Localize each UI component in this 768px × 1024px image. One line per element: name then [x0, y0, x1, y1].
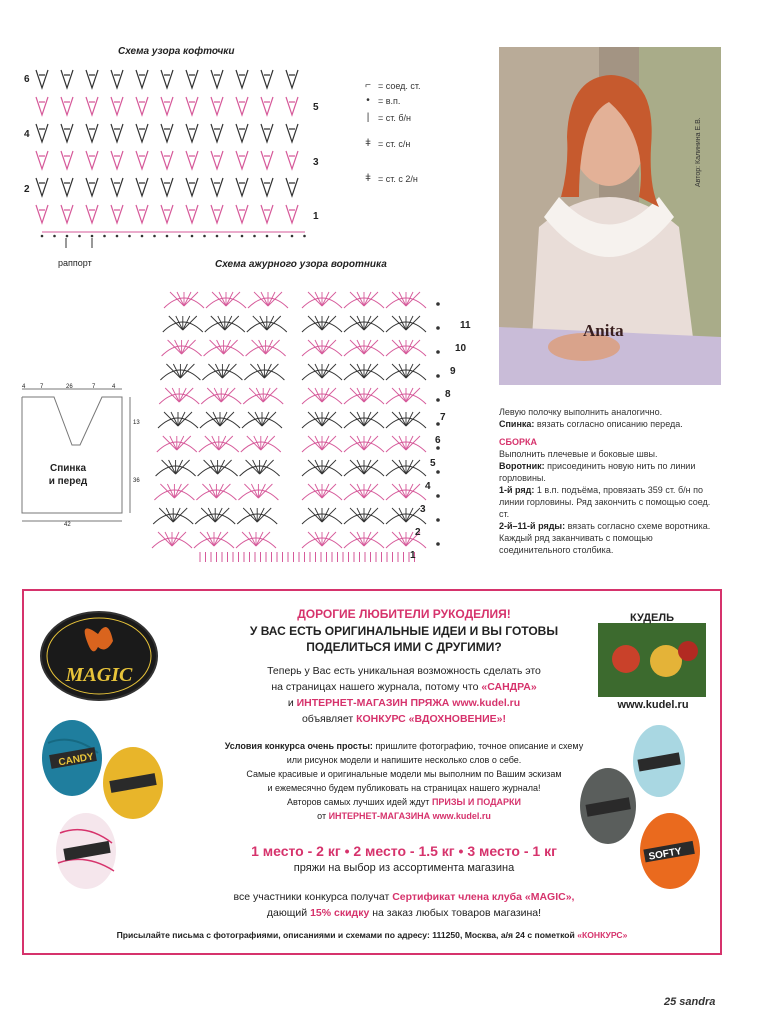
photo-credit: Автор: Калинина Е.В. — [695, 117, 702, 187]
magic-logo — [38, 609, 160, 704]
contest-line: на страницах нашего журнала, потому что «САНДРА» — [271, 681, 537, 693]
blouse-pattern-diagram — [20, 62, 325, 272]
collar-row-number: 4 — [425, 481, 431, 492]
contest-line: и ИНТЕРНЕТ-МАГАЗИН ПРЯЖА www.kudel.ru — [287, 697, 521, 709]
diagram1-title: Схема узора кофточки — [118, 46, 235, 57]
legend-item: ǂ = ст. с 2/н — [362, 173, 418, 184]
schematic-label: Спинка и перед — [48, 463, 88, 487]
contest-announcement — [22, 589, 722, 955]
measure-top: 7 — [40, 384, 44, 390]
model-photo — [499, 47, 721, 385]
kudel-logo-text: КУДЕЛЬ — [629, 612, 675, 624]
page-number: 25 sandra — [664, 996, 716, 1008]
measure-side: 13 — [133, 420, 140, 426]
contest-line: Теперь у Вас есть уникальная возможность сделать это — [267, 665, 541, 677]
treble-crochet-symbol: ǂ — [365, 173, 371, 184]
contest-certificate: дающий 15% скидку на заказ любых товаров магазина! — [266, 907, 542, 919]
contest-heading: ДОРОГИЕ ЛЮБИТЕЛИ РУКОДЕЛИЯ! — [297, 607, 511, 621]
yarn-balls-left — [38, 713, 168, 913]
single-crochet-symbol: | — [366, 112, 370, 123]
row-label-1: 1 — [313, 211, 319, 222]
legend-item: • = в.п. — [362, 95, 400, 106]
garment-schematic — [18, 383, 138, 528]
collar-pattern-diagram — [140, 272, 450, 564]
double-crochet-symbol: ǂ — [365, 138, 371, 149]
yarn-label: CANDY — [57, 751, 95, 769]
collar-row-number: 3 — [420, 504, 426, 515]
contest-certificate: все участники конкурса получат Сертификат члена клуба «MAGIC», — [233, 891, 575, 903]
collar-row-number: 9 — [450, 366, 456, 377]
collar-row-number: 2 — [415, 527, 421, 538]
kudel-url: www.kudel.ru — [617, 699, 689, 711]
row-label-6: 6 — [24, 74, 30, 85]
magic-logo-text: MAGIC — [65, 664, 133, 686]
measure-bottom: 42 — [64, 522, 71, 528]
contest-condition: Авторов самых лучших идей ждут ПРИЗЫ И ПОДАРКИ — [286, 797, 522, 807]
slip-stitch-symbol: ⌐ — [365, 80, 371, 91]
measure-side: 36 — [133, 478, 140, 484]
collar-row-number: 1 — [410, 550, 416, 561]
legend-item: ǂ = ст. с/н — [362, 138, 410, 149]
contest-condition: и ежемесячно будем публиковать на страницах нашего журнала! — [267, 783, 541, 793]
chain-symbol: • — [366, 95, 370, 106]
contest-subheading: ПОДЕЛИТЬСЯ ИМИ С ДРУГИМИ? — [306, 640, 502, 654]
legend-item: | = ст. б/н — [362, 112, 411, 123]
row-label-5: 5 — [313, 102, 319, 113]
collar-row-number: 6 — [435, 435, 441, 446]
contest-subheading: У ВАС ЕСТЬ ОРИГИНАЛЬНЫЕ ИДЕИ И ВЫ ГОТОВЫ — [249, 624, 559, 638]
row-label-3: 3 — [313, 157, 319, 168]
instruction-text: Левую полочку выполнить аналогично. — [499, 407, 663, 417]
measure-top: 4 — [22, 384, 26, 390]
contest-condition: от ИНТЕРНЕТ-МАГАЗИНА www.kudel.ru — [317, 811, 491, 821]
repeat-label: раппорт — [58, 258, 92, 268]
collar-row-number: 10 — [455, 343, 467, 354]
assembly-heading: СБОРКА — [499, 437, 537, 447]
instruction-text: Выполнить плечевые и боковые швы. — [499, 449, 658, 459]
assembly-instructions: Левую полочку выполнить аналогично. Спинка: вязать согласно описанию переда. СБОРКА Выполнить плечевые и боковые швы. Воротник: присоединить новую нить по линии горловины. 1-й ряд: 1 в.п. подъёма, провязать 359 ст. б/н по линии горловины. Ряд закончить с помощью соед. ст. 2-й–11-й ряды: вязать согласно схеме воротника. Каждый ряд заканчивать с помощью соединительного столбика. — [499, 406, 721, 556]
contest-condition: Самые красивые и оригинальные модели мы выполним по Вашим эскизам — [246, 769, 562, 779]
legend-item: ⌐ = соед. ст. — [362, 80, 421, 91]
collar-row-number: 5 — [430, 458, 436, 469]
contest-prizes: 1 место - 2 кг • 2 место - 1.5 кг • 3 место - 1 кг — [251, 843, 557, 859]
contest-line: объявляет КОНКУРС «ВДОХНОВЕНИЕ»! — [301, 713, 507, 725]
collar-row-number: 7 — [440, 412, 446, 423]
diagram2-title: Схема ажурного узора воротника — [215, 259, 387, 270]
measure-top: 7 — [92, 384, 96, 390]
contest-condition: или рисунок модели и напишите несколько слов о себе. — [286, 755, 522, 765]
contest-prizes-sub: пряжи на выбор из ассортимента магазина — [293, 862, 515, 874]
measure-top: 4 — [112, 384, 116, 390]
contest-address: Присылайте письма с фотографиями, описаниями и схемами по адресу: 111250, Москва, а/я 24 с пометкой «КОНКУРС» — [116, 930, 628, 940]
measure-top: 26 — [66, 384, 73, 390]
yarn-label: SOFTY — [647, 846, 683, 863]
row-label-4: 4 — [24, 129, 30, 140]
collar-row-number: 8 — [445, 389, 451, 400]
contest-condition: Условия конкурса очень просты: пришлите фотографию, точное описание и схему — [224, 741, 584, 751]
photo-name-overlay: Anita — [583, 321, 624, 340]
collar-row-number: 11 — [460, 320, 471, 331]
row-label-2: 2 — [24, 184, 30, 195]
